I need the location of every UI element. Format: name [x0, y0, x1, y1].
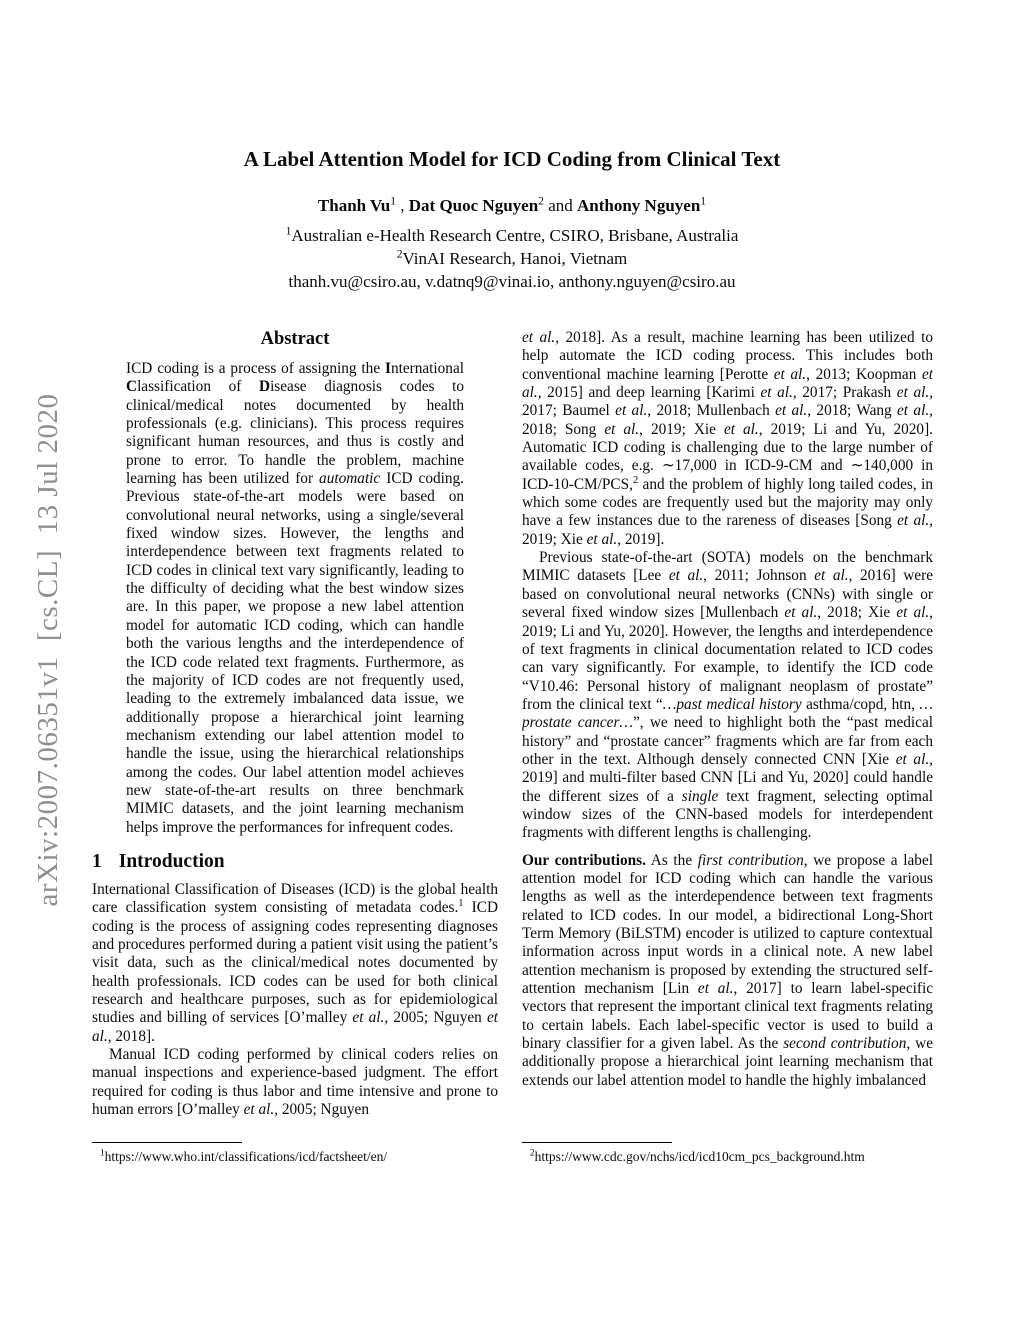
right-column — [522, 329, 933, 1141]
footnote-1-url[interactable]: $^1$https://www.who.int/classifications/icd/factsheet/en/ — [100, 1147, 388, 1164]
introduction-heading — [92, 851, 498, 873]
footnote-rule — [522, 1142, 672, 1143]
abstract-section — [92, 329, 498, 837]
authors-line: Thanh Vu$^1$ , Dat Quoc Nguyen$^2$ and Anthony Nguyen$^1$ — [317, 194, 707, 215]
contributions-paragraph: Our contributions. As the first contribution, we propose a label attention model for ICD coding which can handle the various lengths as well as the interdependence between text fragments related to ICD codes. In our model, a bidirectional Long-Short Term Memory (BiLSTM) encoder is utilized to capture contextual information across input words in a clinical note. A new label attention mechanism is proposed by extending the structured self-attention mechanism [Lin et al., 2017] to learn label-specific vectors that represent the important clinical text fragments relating to certain labels. Each label-specific vector is used to build a binary classifier for a given label. As the second contribution, we additionally propose a hierarchical joint learning mechanism that extends our label attention model to handle the highly imbalanced — [522, 851, 933, 1089]
paper-header — [0, 146, 1024, 293]
footnote-rule — [92, 1142, 242, 1143]
abstract-heading: Abstract — [260, 329, 330, 349]
sota-paragraph: Previous state-of-the-art (SOTA) models on the benchmark MIMIC datasets [Lee et al., 2011; Johnson et al., 2016] were based on convolutional neural networks (CNNs) with single or several fixed window sizes [Mullenbach et al., 2018; Xie et al., 2019; Li and Yu, 2020]. However, the lengths and interdependence of text fragments in clinical documentation related to ICD codes can vary significantly. For example, to identify the ICD code “V10.46: Personal history of malignant neoplasm of prostate” from the clinical text “…past medical history asthma/copd, htn, …prostate cancer…”, we need to highlight both the “past medical history” and “prostate cancer” fragments which are far from each other in the text. Although densely connected CNN [Xie et al., 2019] and multi-filter based CNN [Li and Yu, 2020] could handle the different sizes of a single text fragment, selecting optimal window sizes of the CNN-based models for interdependent fragments with different lengths is challenging. — [522, 549, 933, 842]
abstract-text: ICD coding is a process of assigning the International Classification of Disease diagnosis codes to clinical/medical notes documented by health professionals (e.g. clinicians). This process requires significant human resources, and thus is costly and prone to error. To handle the problem, machine learning has been utilized for automatic ICD coding. Previous state-of-the-art models were based on convolutional neural networks, using a single/several fixed window sizes. However, the lengths and interdependence between text fragments related to ICD codes in clinical text vary significantly, leading to the difficulty of deciding what the best window sizes are. In this paper, we propose a new label attention model for automatic ICD coding, which can handle both the various lengths and the interdependence of the ICD code related text fragments. Furthermore, as the majority of ICD codes are not frequently used, leading to the extremely imbalanced data issue, we additionally propose a hierarchical joint learning mechanism extending our label attention model to handle the issue, using the hierarchical relationships among the codes. Our label attention model achieves new state-of-the-art results on three benchmark MIMIC datasets, and the joint learning mechanism helps improve the performances for infrequent codes. — [126, 360, 465, 836]
affiliation-line-1: $^1$Australian e-Health Research Centre, CSIRO, Brisbane, Australia — [285, 224, 739, 245]
intro-paragraph-2: Manual ICD coding performed by clinical coders relies on manual inspections and experience-based judgment. The effort required for coding is thus labor and time intensive and prone to human errors [O’malley et al., 2005; Nguyen — [92, 1046, 498, 1119]
affiliations-block — [0, 224, 1024, 293]
page-title: A Label Attention Model for ICD Coding from Clinical Text — [243, 147, 781, 171]
footnote-block-right — [522, 1142, 933, 1165]
footnote-block-left — [92, 1142, 498, 1165]
emails-line: thanh.vu@csiro.au, v.datnq9@vinai.io, anthony.nguyen@csiro.au — [288, 272, 736, 291]
arxiv-stamp: arXiv:2007.06351v1 [cs.CL] 13 Jul 2020 — [32, 393, 64, 907]
footnote-2-url[interactable]: $^2$https://www.cdc.gov/nchs/icd/icd10cm_pcs_background.htm — [530, 1147, 865, 1164]
left-column — [92, 329, 498, 1141]
section-title: Introduction — [118, 850, 225, 872]
section-number: 1 — [92, 850, 102, 872]
paragraph-continuation: et al., 2018]. As a result, machine learning has been utilized to help automate the ICD coding process. This includes both conventional machine learning [Perotte et al., 2013; Koopman et al., 2015] and deep learning [Karimi et al., 2017; Prakash et al., 2017; Baumel et al., 2018; Mullenbach et al., 2018; Wang et al., 2018; Song et al., 2019; Xie et al., 2019; Li and Yu, 2020]. Automatic ICD coding is challenging due to the large number of available codes, e.g. ∼17,000 in ICD-9-CM and ∼140,000 in ICD-10-CM/PCS,$^2$ and the problem of highly long tailed codes, in which some codes are frequently used but the majority may only have a few instances due to the rareness of diseases [Song et al., 2019; Xie et al., 2019]. — [522, 329, 933, 548]
intro-paragraph-1: International Classification of Diseases (ICD) is the global health care classification system consisting of metadata codes.$^1$ ICD coding is the process of assigning codes representing diagnoses and procedures performed during a patient visit using the patient’s visit data, such as the clinical/medical notes documented by health professionals. ICD codes can be used for both clinical research and healthcare purposes, such as for epidemiological studies and billing of services [O’malley et al., 2005; Nguyen et al., 2018]. — [92, 880, 498, 1045]
affiliation-line-2: $^2$VinAI Research, Hanoi, Vietnam — [396, 247, 628, 268]
